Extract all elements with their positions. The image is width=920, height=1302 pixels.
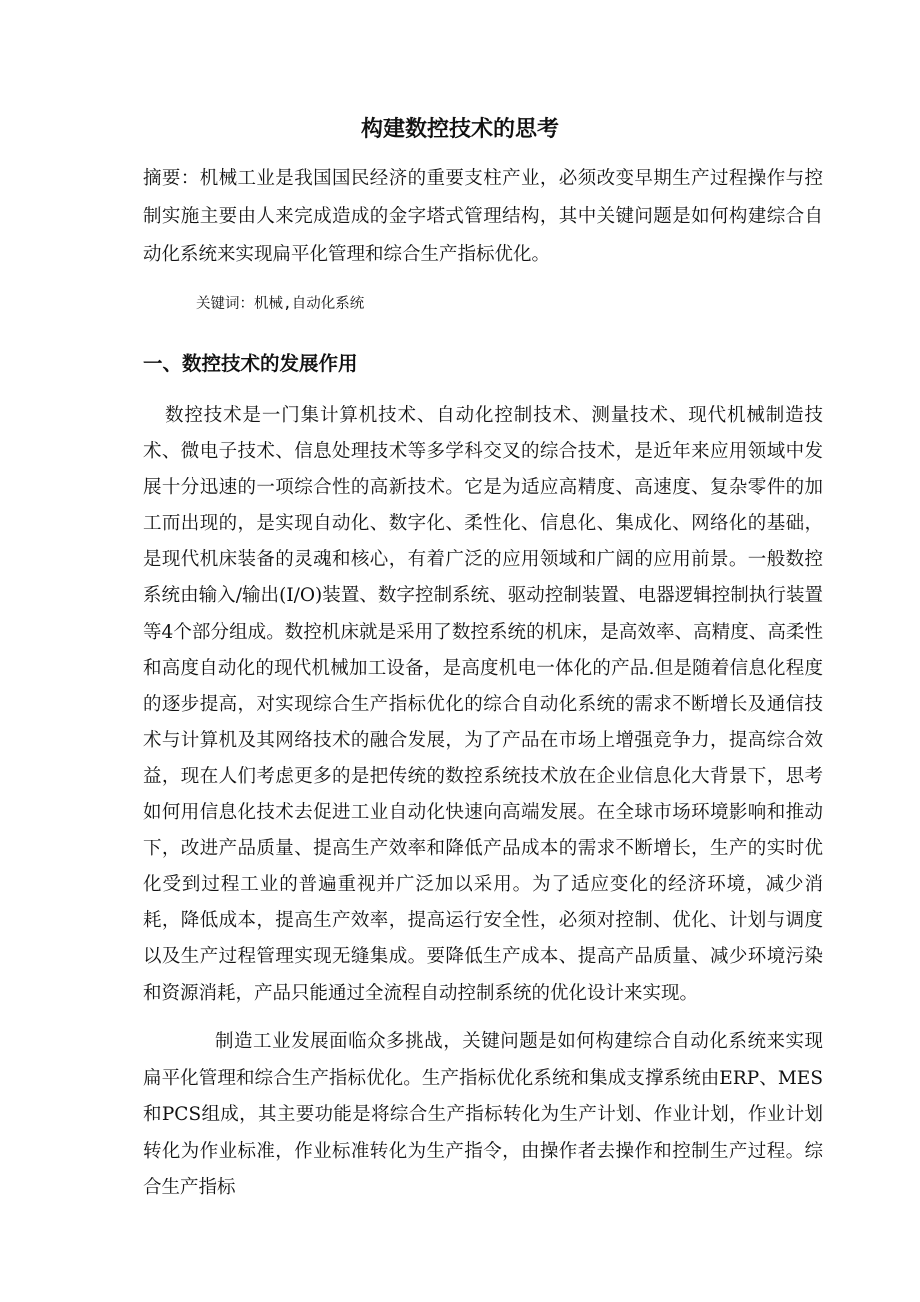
keywords-line: 关键词：机械,自动化系统	[196, 296, 365, 312]
abstract-paragraph: 摘要：机械工业是我国国民经济的重要支柱产业，必须改变早期生产过程操作与控制实施主要由人来完成造成的金字塔式管理结构，其中关键问题是如何构建综合自动化系统来实现扁平化管理和综合生产指标优化。	[143, 168, 823, 265]
section-heading: 一、数控技术的发展作用	[143, 352, 358, 375]
body-paragraph-2: 制造工业发展面临众多挑战，关键问题是如何构建综合自动化系统来实现扁平化管理和综合生产指标优化。生产指标优化系统和集成支撑系统由ERP、MES和PCS组成，其主要功能是将综合生产指标转化为生产计划、作业计划，作业计划转化为作业标准，作业标准转化为生产指令，由操作者去操作和控制生产过程。综合生产指标	[143, 1031, 823, 1198]
body-paragraph-1: 数控技术是一门集计算机技术、自动化控制技术、测量技术、现代机械制造技术、微电子技术、信息处理技术等多学科交叉的综合技术，是近年来应用领域中发展十分迅速的一项综合性的高新技术。它是为适应高精度、高速度、复杂零件的加工而出现的，是实现自动化、数字化、柔性化、信息化、集成化、网络化的基础，是现代机床装备的灵魂和核心，有着广泛的应用领域和广阔的应用前景。一般数控系统由输入/输出(I/O)装置、数字控制系统、驱动控制装置、电器逻辑控制执行装置等4个部分组成。数控机床就是采用了数控系统的机床，是高效率、高精度、高柔性和高度自动化的现代机械加工设备，是高度机电一体化的产品.但是随着信息化程度的逐步提高，对实现综合生产指标优化的综合自动化系统的需求不断增长及通信技术与计算机及其网络技术的融合发展，为了产品在市场上增强竞争力，提高综合效益，现在人们考虑更多的是把传统的数控系统技术放在企业信息化大背景下，思考如何用信息化技术去促进工业自动化快速向高端发展。在全球市场环境影响和推动下，改进产品质量、提高生产效率和降低产品成本的需求不断增长，生产的实时优化受到过程工业的普遍重视并广泛加以采用。为了适应变化的经济环境，减少消耗，降低成本，提高生产效率，提高运行安全性，必须对控制、优化、计划与调度以及生产过程管理实现无缝集成。要降低生产成本、提高产品质量、减少环境污染和资源消耗，产品只能通过全流程自动控制系统的优化设计来实现。	[143, 405, 823, 1004]
document-title: 构建数控技术的思考	[360, 117, 559, 142]
